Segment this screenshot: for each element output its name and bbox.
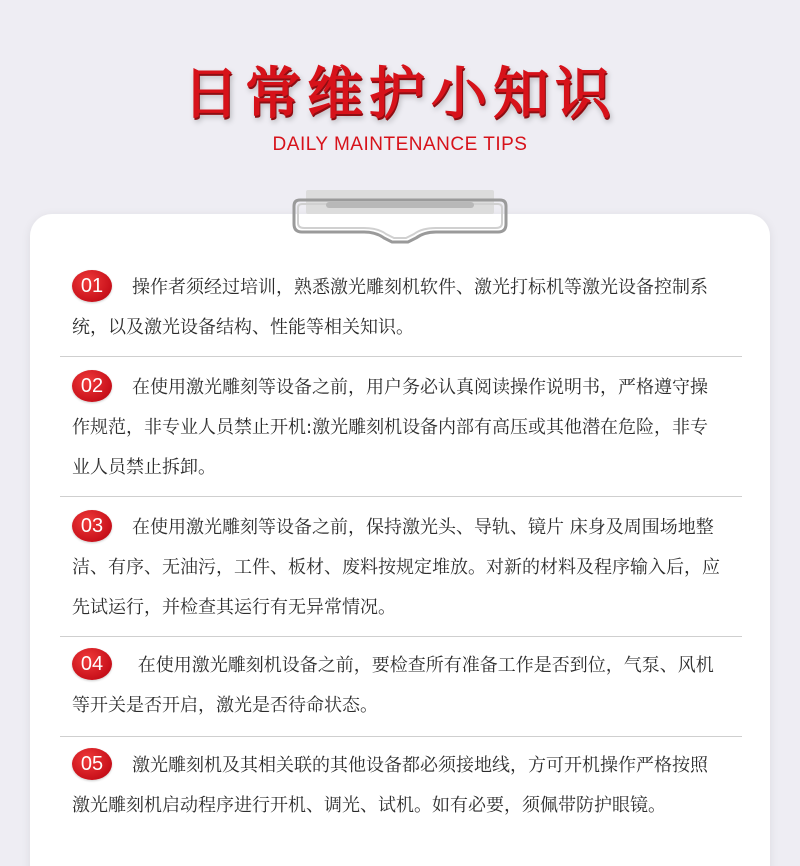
divider — [60, 356, 742, 357]
tip-text: 激光雕刻机及其相关联的其他设备都必须接地线，方可开机操作严格按照激光雕刻机启动程序进行开机、调光、试机。如有必要，须佩带防护眼镜。 — [72, 755, 708, 816]
divider — [60, 636, 742, 637]
tip-number-badge: 04 — [72, 648, 112, 680]
page-title: 日常维护小知识 — [183, 62, 617, 127]
tip-item-02 — [72, 368, 722, 488]
divider — [60, 736, 742, 737]
divider — [60, 496, 742, 497]
tip-text: 操作者须经过培训，熟悉激光雕刻机软件、激光打标机等激光设备控制系统，以及激光设备结构、性能等相关知识。 — [72, 277, 708, 338]
tip-item-03 — [72, 508, 722, 628]
tip-item-05 — [72, 746, 722, 826]
tip-number-badge: 03 — [72, 510, 112, 542]
page-subtitle: DAILY MAINTENANCE TIPS — [272, 134, 528, 155]
tip-text: 在使用激光雕刻等设备之前，用户务必认真阅读操作说明书，严格遵守操作规范，非专业人员禁止开机:激光雕刻机设备内部有高压或其他潜在危险，非专业人员禁止拆卸。 — [72, 377, 709, 478]
tip-text: 在使用激光雕刻等设备之前，保持激光头、导轨、镜片 床身及周围场地整洁、有序、无油污，工件、板材、废料按规定堆放。对新的材料及程序输入后，应先试运行，并检查其运行有无异常情况。 — [72, 517, 720, 618]
tip-number-badge: 01 — [72, 270, 112, 302]
tip-item-04 — [72, 646, 722, 726]
tip-text: 在使用激光雕刻机设备之前，要检查所有准备工作是否到位，气泵、风机等开关是否开启，激光是否待命状态。 — [72, 655, 714, 716]
tip-item-01 — [72, 268, 722, 348]
tip-number-badge: 05 — [72, 748, 112, 780]
clipboard-clip-icon — [286, 196, 514, 246]
tip-number-badge: 02 — [72, 370, 112, 402]
